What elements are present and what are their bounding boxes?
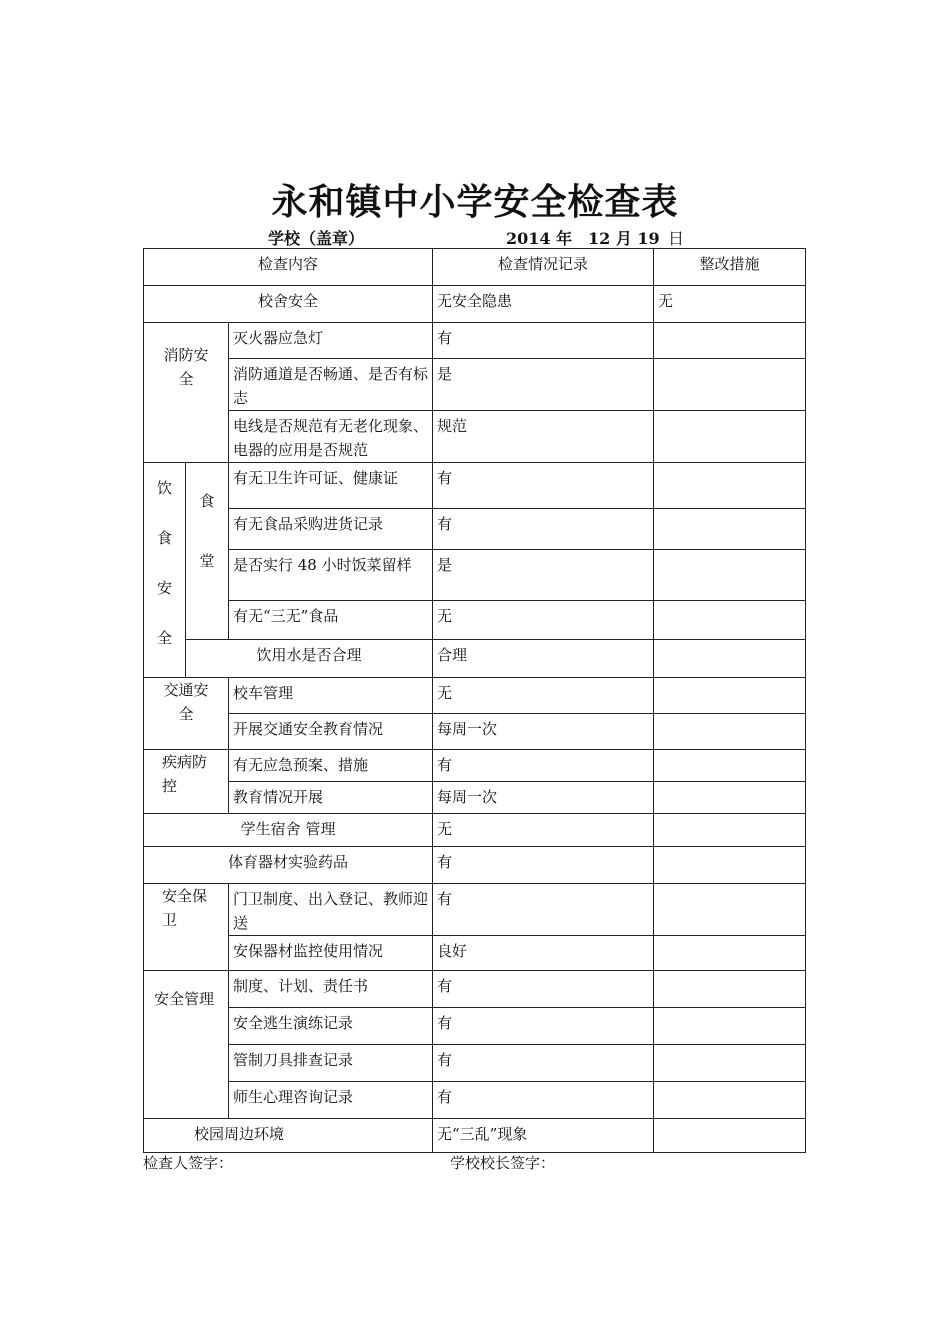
table-row: [144, 814, 806, 847]
subcategory-canteen: [186, 463, 229, 640]
row-measures: 无: [654, 286, 806, 323]
table-row: [144, 323, 806, 359]
row-measures: [654, 971, 806, 1008]
principal-signature-label: 学校校长签字：: [450, 1154, 556, 1172]
row-label: 校园周边环境: [144, 1119, 433, 1153]
category-food: [144, 463, 186, 678]
row-measures: [654, 1082, 806, 1119]
table-row: [144, 601, 806, 640]
row-record: 合理: [433, 640, 654, 678]
row-record: 无: [433, 601, 654, 640]
row-measures: [654, 714, 806, 750]
row-label: 学生宿舍 管理: [144, 814, 433, 847]
row-label: 消防通道是否畅通、是否有标志: [229, 359, 433, 411]
row-measures: [654, 640, 806, 678]
row-measures: [654, 814, 806, 847]
header-record: 检查情况记录: [433, 249, 654, 286]
header-measures: 整改措施: [654, 249, 806, 286]
table-row: [144, 1008, 806, 1045]
row-record: 是: [433, 550, 654, 601]
canteen-char: 食: [199, 492, 215, 510]
table-row: [144, 936, 806, 971]
row-record: 有: [433, 971, 654, 1008]
row-record: 无“三乱”现象: [433, 1119, 654, 1153]
row-label: 灭火器应急灯: [229, 323, 433, 359]
table-row: [144, 847, 806, 884]
school-stamp-label: 学校（盖章）: [268, 229, 365, 248]
row-measures: [654, 847, 806, 884]
table-row: [144, 411, 806, 463]
table-row: [144, 884, 806, 936]
row-label: 饮用水是否合理: [186, 640, 433, 678]
row-measures: [654, 678, 806, 714]
category-management: 安全管理: [144, 971, 229, 1119]
row-record: 每周一次: [433, 714, 654, 750]
row-measures: [654, 1045, 806, 1082]
inspector-signature-label: 检查人签字：: [143, 1154, 234, 1172]
row-label: 有无卫生许可证、健康证: [229, 463, 433, 509]
table-row: [144, 463, 806, 509]
row-label: 教育情况开展: [229, 782, 433, 814]
row-label: 安全逃生演练记录: [229, 1008, 433, 1045]
table-row: [144, 1082, 806, 1119]
table-row: [144, 750, 806, 782]
row-record: 是: [433, 359, 654, 411]
row-label: 校舍安全: [144, 286, 433, 323]
table-row: [144, 359, 806, 411]
row-record: 无: [433, 814, 654, 847]
row-label: 有无“三无”食品: [229, 601, 433, 640]
table-row: [144, 509, 806, 550]
row-measures: [654, 936, 806, 971]
row-measures: [654, 884, 806, 936]
row-measures: [654, 750, 806, 782]
category-food-char: 安: [156, 579, 172, 597]
table-row: [144, 1119, 806, 1153]
row-record: 有: [433, 1008, 654, 1045]
row-record: 有: [433, 509, 654, 550]
row-record: 无: [433, 678, 654, 714]
row-label: 制度、计划、责任书: [229, 971, 433, 1008]
category-food-char: 饮: [156, 479, 172, 497]
row-record: 有: [433, 847, 654, 884]
row-record: 规范: [433, 411, 654, 463]
table-row: [144, 286, 806, 323]
row-measures: [654, 1119, 806, 1153]
row-record: 有: [433, 750, 654, 782]
row-measures: [654, 411, 806, 463]
row-record: 有: [433, 884, 654, 936]
row-label: 电线是否规范有无老化现象、电器的应用是否规范: [229, 411, 433, 463]
row-record: 良好: [433, 936, 654, 971]
row-measures: [654, 601, 806, 640]
date-year: 2014 年: [506, 229, 573, 248]
category-food-char: 食: [156, 529, 172, 547]
table-row: [144, 782, 806, 814]
inspection-table: [143, 248, 806, 1153]
row-label: 门卫制度、出入登记、教师迎送: [229, 884, 433, 936]
row-label: 有无应急预案、措施: [229, 750, 433, 782]
row-record: 每周一次: [433, 782, 654, 814]
category-security: 安全保卫: [144, 884, 229, 971]
row-measures: [654, 550, 806, 601]
row-record: 无安全隐患: [433, 286, 654, 323]
table-header-row: [144, 249, 806, 286]
row-record: 有: [433, 323, 654, 359]
row-record: 有: [433, 1045, 654, 1082]
category-food-char: 全: [156, 629, 172, 647]
row-label: 有无食品采购进货记录: [229, 509, 433, 550]
row-label: 师生心理咨询记录: [229, 1082, 433, 1119]
row-measures: [654, 782, 806, 814]
table-row: [144, 640, 806, 678]
table-row: [144, 1045, 806, 1082]
row-record: 有: [433, 1082, 654, 1119]
table-row: [144, 678, 806, 714]
row-label: 校车管理: [229, 678, 433, 714]
page-title: 永和镇中小学安全检查表: [271, 182, 679, 223]
row-label: 体育器材实验药品: [144, 847, 433, 884]
row-label: 管制刀具排查记录: [229, 1045, 433, 1082]
row-measures: [654, 323, 806, 359]
row-measures: [654, 1008, 806, 1045]
header-content: 检查内容: [144, 249, 433, 286]
row-label: 是否实行 48 小时饭菜留样: [229, 550, 433, 601]
table-row: [144, 971, 806, 1008]
canteen-char: 堂: [199, 552, 215, 570]
row-measures: [654, 359, 806, 411]
category-fire: 消防安全: [144, 323, 229, 463]
row-measures: [654, 509, 806, 550]
table-row: [144, 550, 806, 601]
table-row: [144, 714, 806, 750]
date-day-suffix: 日: [668, 229, 685, 248]
category-disease: 疾病防控: [144, 750, 229, 814]
row-label: 安保器材监控使用情况: [229, 936, 433, 971]
date-month-day: 12 月 19: [588, 229, 660, 248]
row-measures: [654, 463, 806, 509]
row-record: 有: [433, 463, 654, 509]
category-traffic: 交通安全: [144, 678, 229, 750]
row-label: 开展交通安全教育情况: [229, 714, 433, 750]
